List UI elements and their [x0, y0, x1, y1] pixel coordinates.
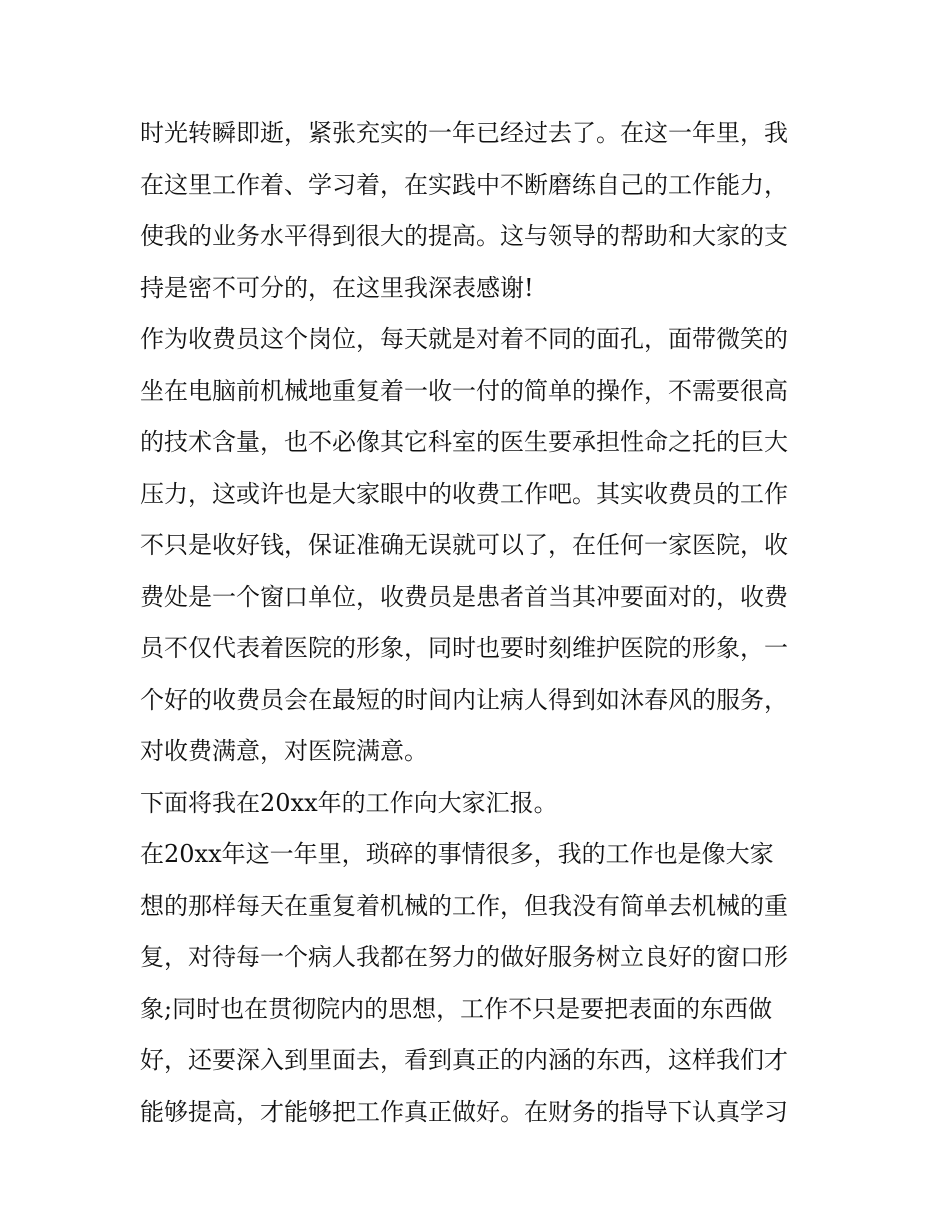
text-line: 不只是收好钱，保证准确无误就可以了，在任何一家医院，收: [140, 531, 788, 559]
text-line: 在20xx年这一年里，琐碎的事情很多，我的工作也是像大家: [140, 840, 774, 868]
text-line: 压力，这或许也是大家眼中的收费工作吧。其实收费员的工作: [140, 479, 788, 508]
paragraph: [140, 314, 820, 778]
text-line: 想的那样每天在重复着机械的工作，但我没有简单去机械的重: [140, 891, 788, 920]
text-line: 对收费满意，对医院满意。: [140, 737, 428, 765]
paragraph: [140, 829, 820, 1138]
text-line: 费处是一个窗口单位，收费员是患者首当其冲要面对的，收费: [140, 582, 788, 611]
text-line: 下面将我在20xx年的工作向大家汇报。: [140, 788, 558, 817]
paragraph: [140, 778, 820, 830]
text-line: 在这里工作着、学习着，在实践中不断磨练自己的工作能力，: [140, 170, 788, 199]
text-line: 能够提高，才能够把工作真正做好。在财务的指导下认真学习: [140, 1097, 788, 1126]
text-line: 时光转瞬即逝，紧张充实的一年已经过去了。在这一年里，我: [140, 119, 788, 147]
text-line: 作为收费员这个岗位，每天就是对着不同的面孔，面带微笑的: [140, 325, 788, 353]
text-line: 好，还要深入到里面去，看到真正的内涵的东西，这样我们才: [140, 1046, 788, 1074]
text-line: 象;同时也在贯彻院内的思想，工作不只是要把表面的东西做: [140, 994, 773, 1023]
text-line: 的技术含量，也不必像其它科室的医生要承担性命之托的巨大: [140, 428, 788, 456]
text-line: 坐在电脑前机械地重复着一收一付的简单的操作，不需要很高: [140, 376, 788, 405]
document-body: [140, 108, 820, 1138]
text-line: 个好的收费员会在最短的时间内让病人得到如沐春风的服务，: [140, 685, 788, 714]
text-line: 持是密不可分的，在这里我深表感谢!: [140, 273, 534, 302]
text-line: 复，对待每一个病人我都在努力的做好服务树立良好的窗口形: [140, 943, 788, 971]
text-line: 使我的业务水平得到很大的提高。这与领导的帮助和大家的支: [140, 222, 788, 250]
text-line: 员不仅代表着医院的形象，同时也要时刻维护医院的形象，一: [140, 634, 788, 662]
paragraph: [140, 108, 820, 314]
